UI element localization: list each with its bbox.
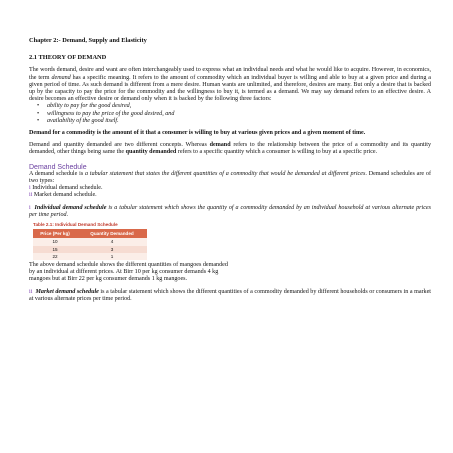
intro-paragraph: The words demand, desire and want are often interchangeably used to express what an individual needs and what he would like to acquire. However, in economics, the term demand has a specific meaning. It refers to the amount of commodity which an individual buyer is willing and able to buy at a given price and during a given period of time. As such demand is different from a mere desire. Human wants are unlimited, and therefore, desires are many. But only a desire that is backed up by the capacity to pay the price for the commodity and the willingness to buy it, is termed as a demand. We may say demand refers to an effective desire. A desire becomes an effective desire or demand only when it is backed by the following three factors: [29,67,431,103]
list-item: • willingness to pay the price of the good desired, and [47,111,431,118]
table-explanation: The above demand schedule shows the different quantities of mangoes demanded by an individual at different prices. At Birr 10 per kg consumer demands 4 kg mangoes but at Birr 22 per kg consumer demands 1 kg mangoes. [29,262,228,283]
chapter-title: Chapter 2:- Demand, Supply and Elasticity [29,37,147,44]
table-row [33,253,147,260]
schedule-type-1: i Individual demand schedule. [29,185,103,192]
demand-schedule-heading: Demand Schedule [29,163,87,171]
table-row [33,246,147,253]
individual-demand-table [33,229,147,260]
table-cell: 22 [33,253,77,260]
table-row [33,238,147,245]
list-item: • ability to pay for the good desired, [47,103,431,110]
section-title: 2.1 THEORY OF DEMAND [29,54,107,62]
table-cell: 15 [33,246,77,253]
demand-definition: Demand for a commodity is the amount of it that a consumer is willing to buy at various given prices and a given moment of time. [29,130,366,137]
market-schedule-paragraph: ii Market demand schedule is a tabular statement which shows the different quantities of a commodity demanded by different households or consumers in a market at various alternate prices per time period. [29,288,432,302]
column-header: Price (Per kg) [33,229,77,238]
schedule-type-2: ii Market demand schedule. [29,192,97,199]
individual-schedule-paragraph: i Individual demand schedule is a tabular statement which shows the quantity of a commodity demanded by an individual household at various alternate prices per time period. [29,204,431,218]
table-cell: 3 [77,246,147,253]
column-header: Quantity Demanded [77,229,147,238]
table-cell: 1 [77,253,147,260]
document-page [29,37,431,303]
table-cell: 4 [77,238,147,245]
table-caption: Table 2.1: Individual Demand Schedule [33,222,118,228]
demand-schedule-paragraph: A demand schedule is a tabular statement that states the different quantities of a commodity that would be demanded at different prices. Demand schedules are of two types: [29,170,431,185]
factor-list [29,103,431,125]
table-header-row [33,229,147,238]
term-demand: demand [51,74,71,81]
demand-vs-quantity-paragraph: Demand and quantity demanded are two different concepts. Whereas demand refers to the relationship between the price of a commodity and its quantity demanded, other things being same the quantity demanded refers to a specific quantity which a consumer is willing to buy at a specific price. [29,142,431,156]
list-item: • availability of the good itself. [47,118,431,125]
table-cell: 10 [33,238,77,245]
